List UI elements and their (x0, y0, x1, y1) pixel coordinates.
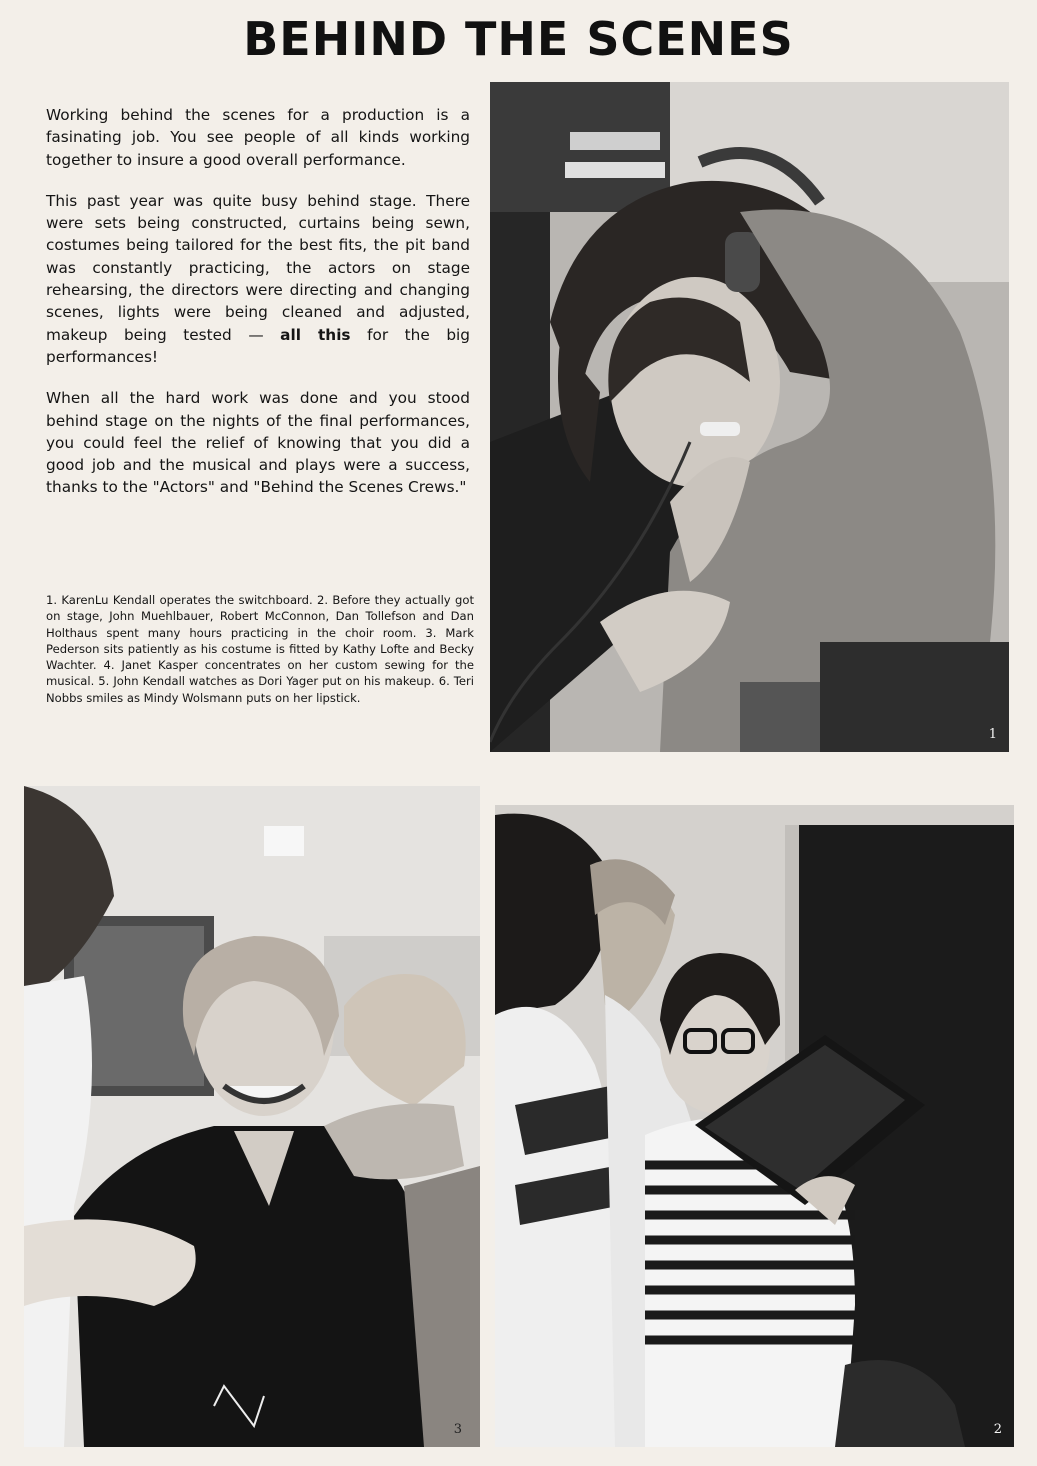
photo-number-3: 3 (453, 1422, 462, 1437)
intro-paragraph-1: Working behind the scenes for a production is a fasinating job. You see people of all kinds working together to insure a good overall performance. (46, 106, 470, 169)
intro-paragraph-2-emphasis: all this (280, 325, 351, 344)
photo-switchboard-image (490, 82, 1009, 752)
photo-caption: 1. KarenLu Kendall operates the switchboard. 2. Before they actually got on stage, John Muehlbauer, Robert McConnon, Dan Tollefson and Dan Holthaus spent many hours practicing in the choir room. 3. Mark Pederson sits patiently as his costume is fitted by Kathy Lofte and Becky Wachter. 4. Janet Kasper concentrates on her custom sewing for the musical. 5. John Kendall watches as Dori Yager put on his makeup. 6. Teri Nobbs smiles as Mindy Wolsmann puts on her lipstick. (46, 593, 474, 705)
intro-text (46, 104, 470, 518)
photo-choir-room-image (495, 805, 1014, 1447)
photo-choir-room-practice (495, 805, 1014, 1447)
page-title: BEHIND THE SCENES (243, 12, 794, 66)
intro-paragraph-2 (46, 190, 470, 368)
photo-number-2: 2 (993, 1422, 1002, 1437)
photo-number-1: 1 (988, 727, 997, 742)
intro-paragraph-2-start: This past year was quite busy behind stage. There were sets being constructed, curtains being sewn, costumes being tailored for the best fits, the pit band was constantly practicing, the actors on stage rehearsing, the directors were directing and changing scenes, lights were being cleaned and adjusted, makeup being tested — (46, 191, 470, 344)
intro-paragraph-3: When all the hard work was done and you stood behind stage on the nights of the final performances, you could feel the relief of knowing that you did a good job and the musical and plays were a success, thanks to the "Actors" and "Behind the Scenes Crews." (46, 389, 470, 497)
photo-switchboard-operator (490, 82, 1009, 752)
photo-costume-fitting (24, 786, 480, 1447)
photo-costume-fitting-image (24, 786, 480, 1447)
intro-paragraph-2-end: for the big performances! (46, 325, 470, 366)
